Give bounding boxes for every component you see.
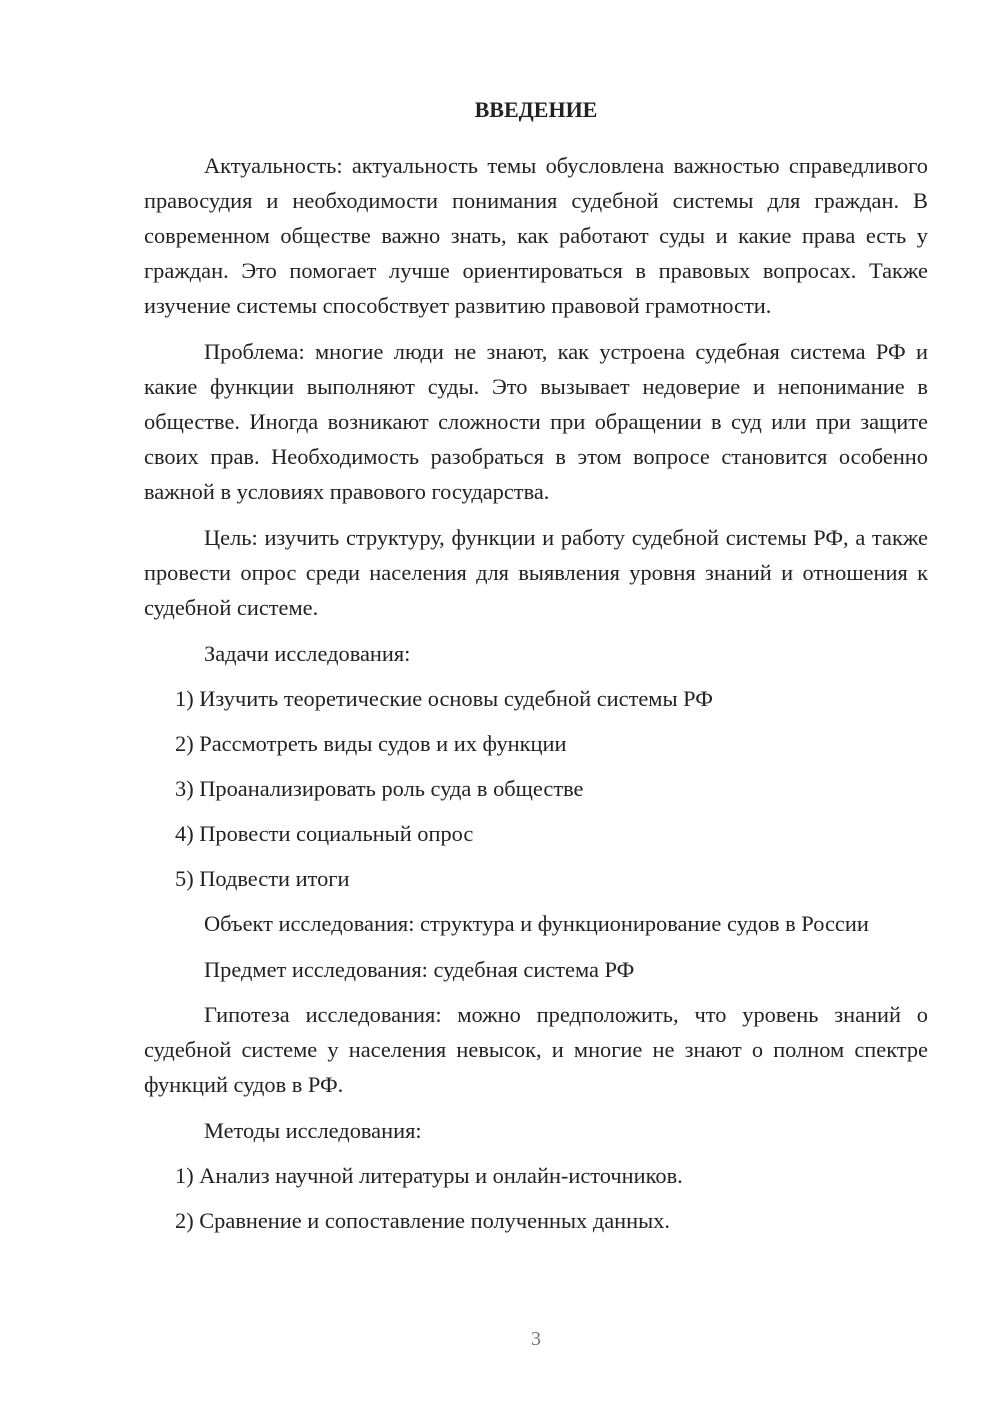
task-item: 3) Проанализировать роль суда в обществе xyxy=(175,776,584,801)
section-heading: ВВЕДЕНИЕ xyxy=(474,97,598,122)
tasks-list xyxy=(144,681,928,896)
task-item: 4) Провести социальный опрос xyxy=(175,821,474,846)
page-number: 3 xyxy=(531,1328,541,1350)
method-item: 2) Сравнение и сопоставление полученных данных. xyxy=(175,1208,670,1233)
methods-title: Методы исследования: xyxy=(204,1118,422,1143)
method-item: 1) Анализ научной литературы и онлайн-источников. xyxy=(175,1163,683,1188)
document-page xyxy=(144,92,928,1248)
task-item: 1) Изучить теоретические основы судебной системы РФ xyxy=(175,686,713,711)
tasks-title: Задачи исследования: xyxy=(204,641,411,666)
task-item: 2) Рассмотреть виды судов и их функции xyxy=(175,731,567,756)
object-paragraph: Объект исследования: структура и функционирование судов в России xyxy=(204,911,869,936)
subject-paragraph: Предмет исследования: судебная система РФ xyxy=(204,957,635,982)
hypothesis-paragraph: Гипотеза исследования: можно предположить, что уровень знаний о судебной системе у населения невысок, и многие не знают о полном спектре функций судов в РФ. xyxy=(144,1002,928,1097)
methods-list xyxy=(144,1158,928,1238)
problem-paragraph: Проблема: многие люди не знают, как устроена судебная система РФ и какие функции выполняют суды. Это вызывает недоверие и непонимание в обществе. Иногда возникают сложности при обращении в суд или при защите своих прав. Необходимость разобраться в этом вопросе становится особенно важной в условиях правового государства. xyxy=(144,339,928,504)
relevance-paragraph: Актуальность: актуальность темы обусловлена важностью справедливого правосудия и необходимости понимания судебной системы для граждан. В современном обществе важно знать, как работают суды и какие права есть у граждан. Это помогает лучше ориентироваться в правовых вопросах. Также изучение системы способствует развитию правовой грамотности. xyxy=(144,153,928,318)
goal-paragraph: Цель: изучить структуру, функции и работу судебной системы РФ, а также провести опрос среди населения для выявления уровня знаний и отношения к судебной системе. xyxy=(144,525,928,620)
task-item: 5) Подвести итоги xyxy=(175,866,350,891)
